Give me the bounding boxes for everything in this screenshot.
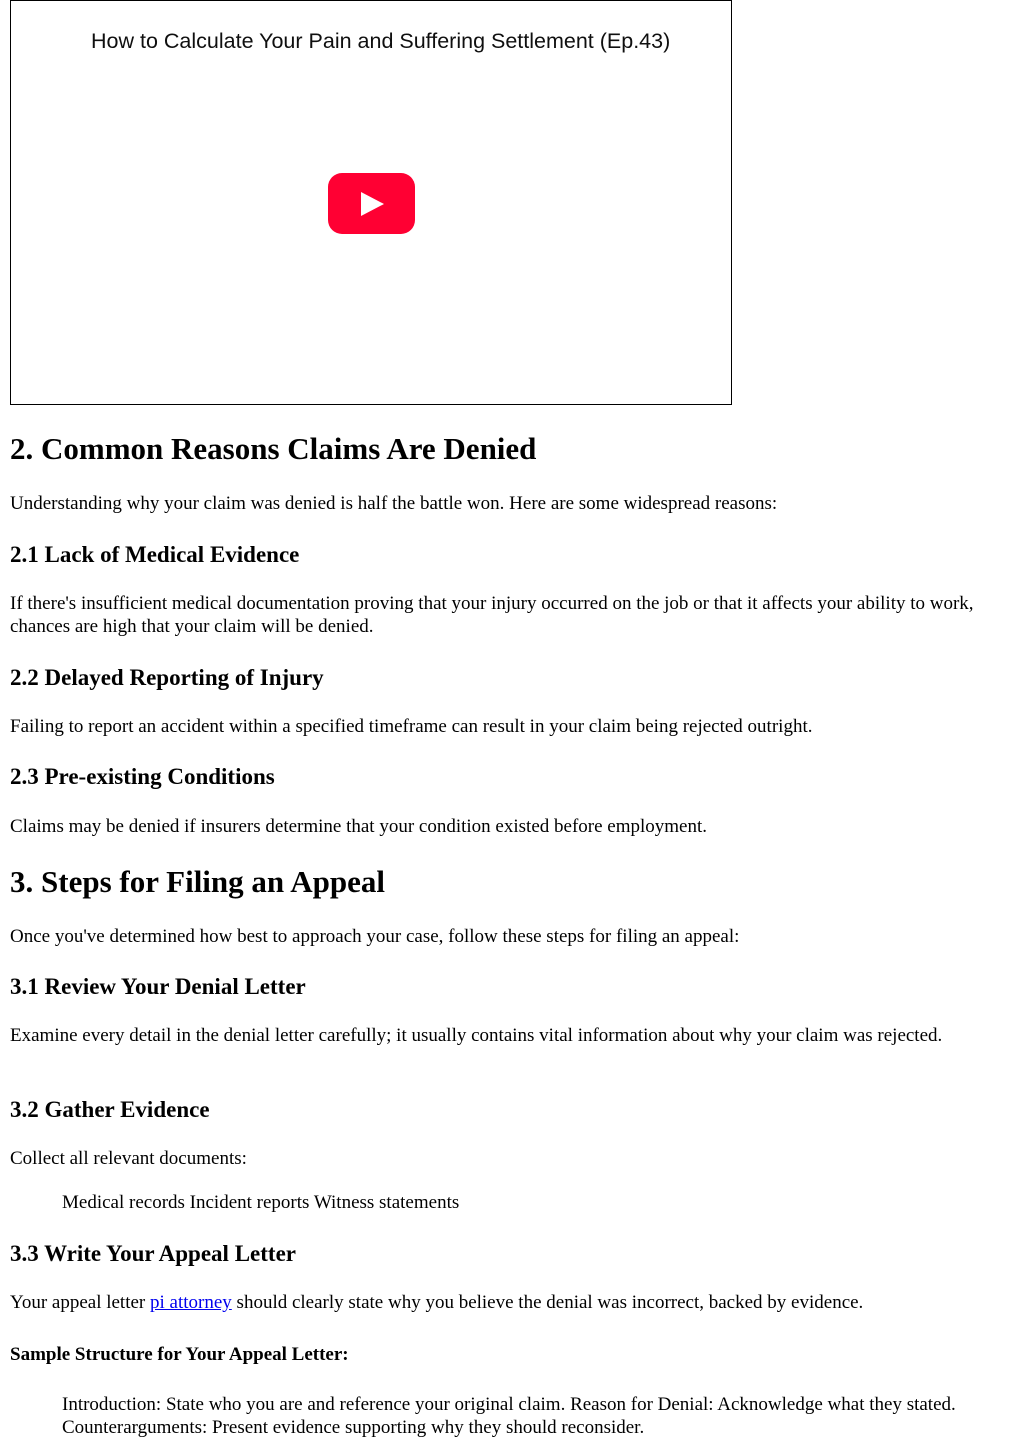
- paragraph-pre-existing-conditions: Claims may be denied if insurers determine that your condition existed before employment.: [10, 816, 708, 837]
- pi-attorney-link[interactable]: pi attorney: [150, 1292, 232, 1313]
- subheading-pre-existing-conditions: 2.3 Pre-existing Conditions: [10, 764, 275, 789]
- appeal-text-before: Your appeal letter: [10, 1292, 151, 1313]
- paragraph-review-denial-letter: Examine every detail in the denial letter carefully; it usually contains vital information about why your claim was rejected.: [10, 1025, 943, 1046]
- subheading-lack-of-medical-evidence: 2.1 Lack of Medical Evidence: [10, 542, 300, 567]
- subheading-delayed-reporting: 2.2 Delayed Reporting of Injury: [10, 665, 324, 690]
- evidence-list: Medical records Incident reports Witness statements: [62, 1192, 460, 1213]
- paragraph-lack-of-medical-evidence: If there's insufficient medical documentation proving that your injury occurred on the job or that it affects your ability to work, chances are high that your claim will be denied.: [10, 593, 974, 637]
- sample-structure-list: Introduction: State who you are and reference your original claim. Reason for Denial: Acknowledge what they stated. Counterarguments: Present evidence supporting why they should reconsider.: [62, 1394, 956, 1438]
- video-embed[interactable]: [10, 0, 732, 405]
- subheading-write-appeal-letter: 3.3 Write Your Appeal Letter: [10, 1241, 296, 1266]
- video-title[interactable]: How to Calculate Your Pain and Suffering Settlement (Ep.43): [91, 29, 671, 53]
- paragraph-gather-evidence: Collect all relevant documents:: [10, 1148, 247, 1169]
- paragraph-delayed-reporting: Failing to report an accident within a specified timeframe can result in your claim being rejected outright.: [10, 716, 813, 737]
- paragraph-write-appeal-letter: [10, 1291, 1010, 1314]
- sample-structure-heading: [10, 1343, 1010, 1366]
- subheading-gather-evidence: 3.2 Gather Evidence: [10, 1097, 210, 1122]
- section-heading-common-reasons: 2. Common Reasons Claims Are Denied: [10, 431, 537, 466]
- sample-structure-heading-text: Sample Structure for Your Appeal Letter:: [10, 1344, 349, 1365]
- play-button[interactable]: [328, 173, 415, 234]
- section-heading-filing-appeal: 3. Steps for Filing an Appeal: [10, 864, 385, 899]
- section-intro-common-reasons: Understanding why your claim was denied is half the battle won. Here are some widespread reasons:: [10, 493, 778, 514]
- subheading-review-denial-letter: 3.1 Review Your Denial Letter: [10, 974, 306, 999]
- article-body: [10, 0, 1010, 1438]
- appeal-text-after: should clearly state why you believe the denial was incorrect, backed by evidence.: [231, 1292, 864, 1313]
- play-icon: [361, 192, 384, 216]
- section-intro-filing-appeal: Once you've determined how best to approach your case, follow these steps for filing an appeal:: [10, 926, 740, 947]
